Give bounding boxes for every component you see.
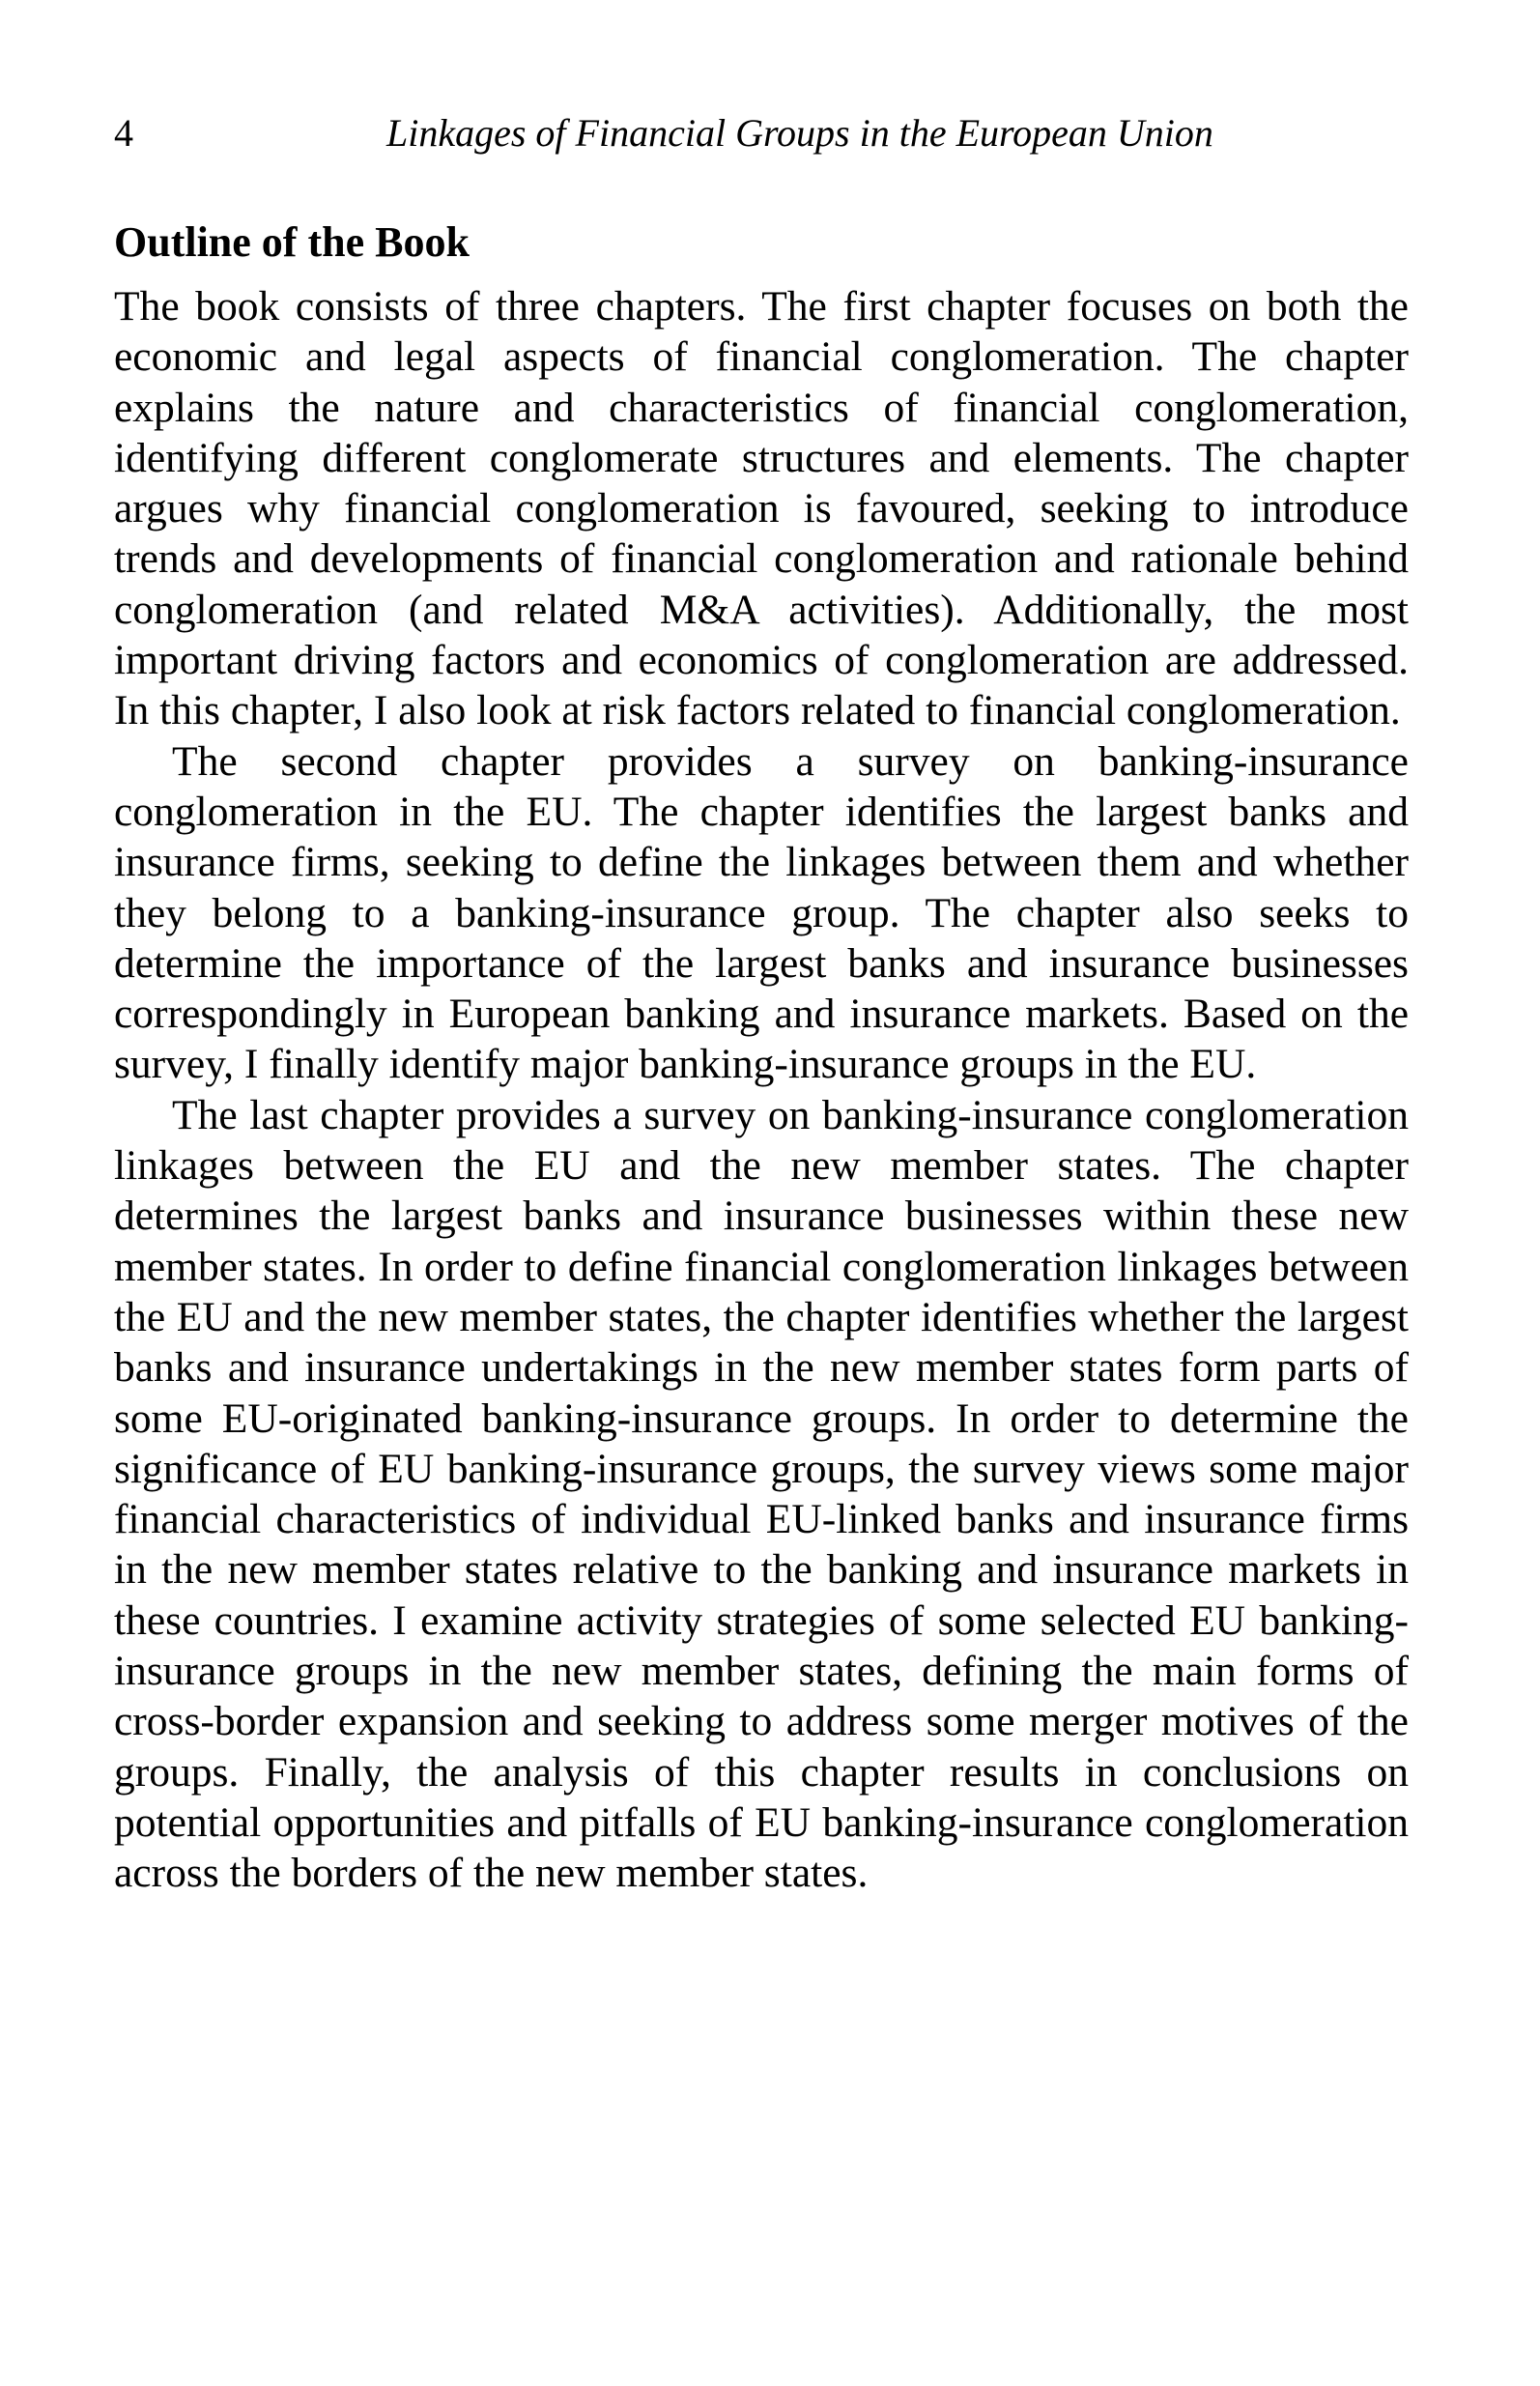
running-head	[114, 104, 1409, 162]
running-title: Linkages of Financial Groups in the European Union	[386, 111, 1213, 155]
section-heading: Outline of the Book	[114, 218, 470, 266]
paragraph-chapter-one: The book consists of three chapters. The first chapter focuses on both the economic and legal aspects of financial conglomeration. The chapter explains the nature and characteristics of financial conglomeration, identifying different conglomerate structures and elements. The chapter argues why financial conglomeration is favoured, seeking to introduce trends and developments of financial conglomeration and rationale behind conglomeration (and related M&A activities). Additionally, the most important driving factors and economics of conglomeration are addressed. In this chapter, I also look at risk factors related to financial conglomeration.	[114, 283, 1409, 734]
paragraph-chapter-three: The last chapter provides a survey on banking-insurance conglomeration linkages between the EU and the new member states. The chapter determines the largest banks and insurance businesses within these new member states. In order to define financial conglomeration linkages between the EU and the new member states, the chapter identifies whether the largest banks and insurance undertakings in the new member states form parts of some EU-originated banking-insurance groups. In order to determine the significance of EU banking-insurance groups, the survey views some major financial characteristics of individual EU-linked banks and insurance firms in the new member states relative to the banking and insurance markets in these countries. I examine activity strategies of some selected EU banking-insurance groups in the new member states, defining the main forms of cross-border expansion and seeking to address some merger motives of the groups. Finally, the analysis of this chapter results in conclusions on potential opportunities and pitfalls of EU banking-insurance conglomeration across the borders of the new member states.	[114, 1091, 1409, 1897]
page-number: 4	[114, 111, 133, 155]
paragraph-chapter-two: The second chapter provides a survey on banking-insurance conglomeration in the EU. The chapter identifies the largest banks and insurance firms, seeking to define the linkages between them and whether they belong to a banking-insurance group. The chapter also seeks to determine the importance of the largest banks and insurance businesses correspondingly in European banking and insurance markets. Based on the survey, I finally identify major banking-insurance groups in the EU.	[114, 737, 1409, 1088]
body-text	[114, 281, 1409, 1899]
